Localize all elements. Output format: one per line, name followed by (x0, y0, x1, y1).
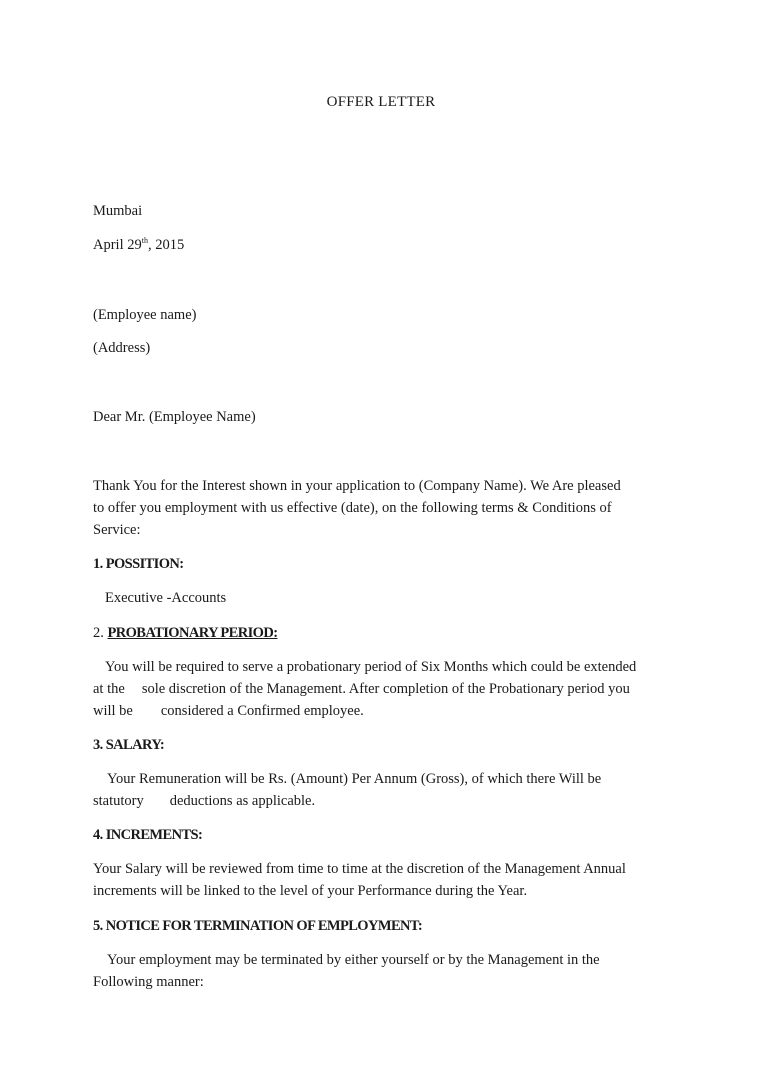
date-line (93, 234, 184, 256)
date-month-day: April 29 (93, 237, 142, 253)
salary-line-2 (93, 790, 683, 812)
probation-line-3 (93, 700, 683, 722)
probation-heading-line (93, 622, 277, 644)
salary-body (93, 768, 683, 812)
address-line: (Address) (93, 340, 151, 356)
increments-heading: 4. INCREMENTS: (93, 827, 203, 843)
probation-body (93, 656, 683, 722)
date-year: , 2015 (147, 237, 185, 253)
notice-line-1: Your employment may be terminated by either yourself or by the Management in the (107, 952, 600, 968)
salutation-line: Dear Mr. (Employee Name) (93, 409, 256, 425)
probation-number: 2. (93, 625, 108, 641)
position-heading: 1. POSSITION: (93, 556, 184, 572)
probation-line-1: You will be required to serve a probationary period of Six Months which could be extended (105, 659, 637, 675)
position-body: Executive -Accounts (105, 590, 227, 606)
date-suffix: th (141, 236, 148, 246)
employee-name-line: (Employee name) (93, 307, 197, 323)
increments-line-1: Your Salary will be reviewed from time to time at the discretion of the Management Annual (93, 861, 626, 877)
intro-line-1: Thank You for the Interest shown in your application to (Company Name). We Are pleased (93, 478, 621, 494)
salary-line-1: Your Remuneration will be Rs. (Amount) Per Annum (Gross), of which there Will be (107, 771, 602, 787)
intro-paragraph (93, 475, 683, 541)
increments-body (93, 858, 683, 902)
salary-line-2-b: deductions as applicable. (169, 793, 316, 809)
notice-line-2: Following manner: (93, 974, 204, 990)
city-line: Mumbai (93, 203, 143, 219)
probation-line-2 (93, 678, 683, 700)
salary-line-2-a: statutory (93, 793, 144, 809)
notice-heading: 5. NOTICE FOR TERMINATION OF EMPLOYMENT: (93, 918, 423, 934)
intro-line-2: to offer you employment with us effective (date), on the following terms & Conditions of (93, 500, 612, 516)
intro-line-3: Service: (93, 522, 141, 538)
probation-heading: PROBATIONARY PERIOD: (107, 625, 278, 641)
probation-line-2-b: sole discretion of the Management. After completion of the Probationary period you (141, 681, 630, 697)
probation-line-3-b: considered a Confirmed employee. (160, 703, 364, 719)
salary-heading: 3. SALARY: (93, 737, 165, 753)
notice-body (93, 949, 683, 993)
increments-line-2: increments will be linked to the level of your Performance during the Year. (93, 883, 528, 899)
document-title: OFFER LETTER (326, 94, 436, 110)
probation-line-3-a: will be (93, 703, 133, 719)
probation-line-2-a: at the (93, 681, 125, 697)
